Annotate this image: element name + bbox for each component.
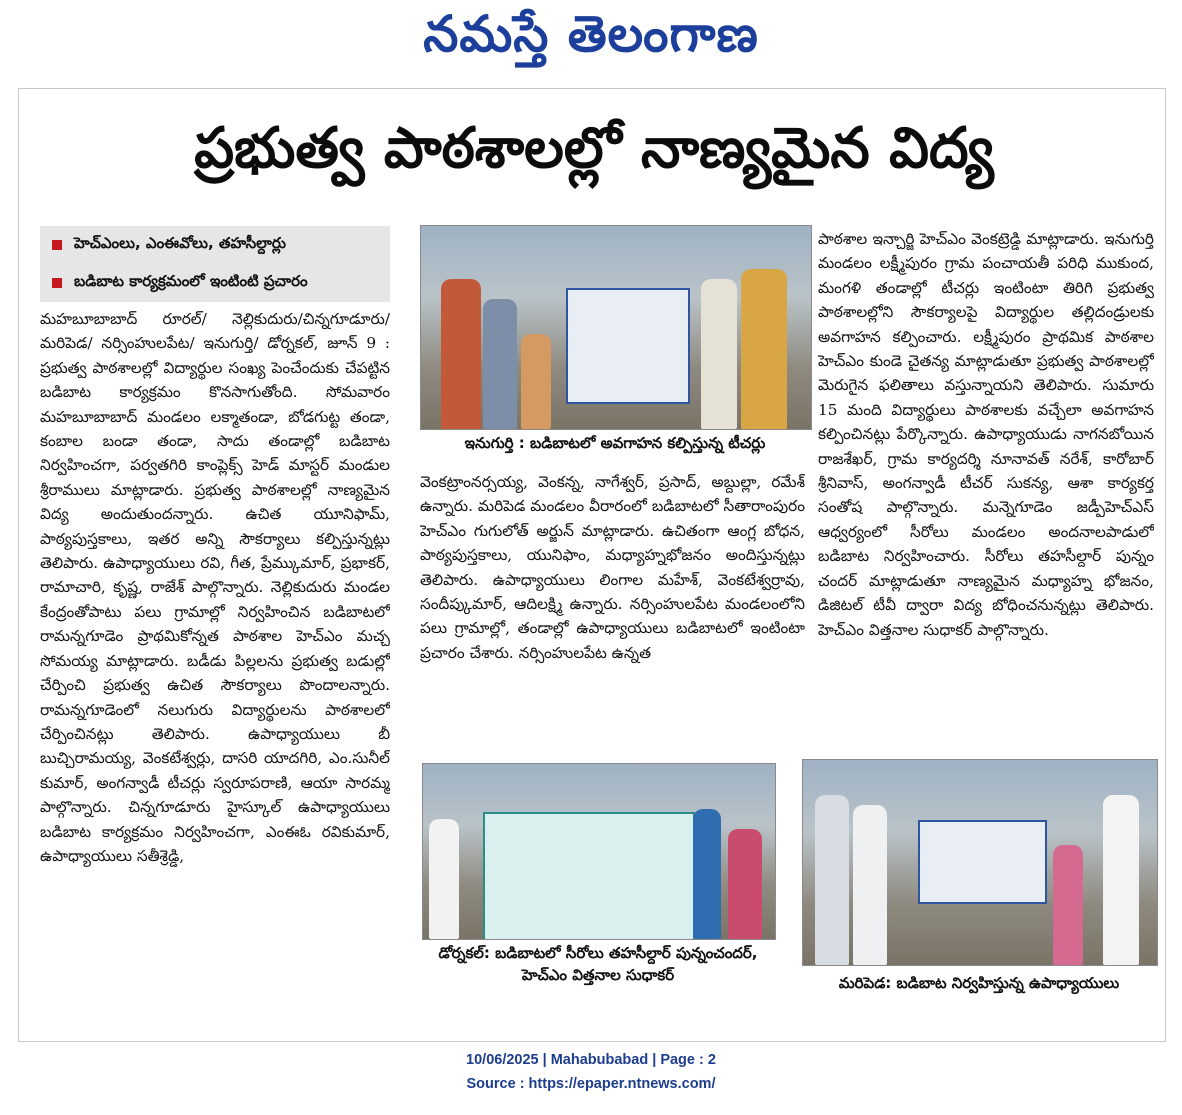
kicker-text: హెచ్ఎంలు, ఎంఈవోలు, తహసీల్దార్లు — [74, 234, 286, 252]
photo-inugurthi — [420, 225, 812, 430]
kicker-text: బడిబాట కార్యక్రమంలో ఇంటింటి ప్రచారం — [74, 272, 308, 290]
kicker-box — [40, 226, 390, 302]
kicker-item — [40, 226, 390, 264]
photo-caption: మరిపెడ: బడిబాట నిర్వహిస్తున్న ఉపాధ్యాయులు — [838, 974, 1120, 992]
article-text: మహబూబాబాద్ రూరల్/ నెల్లికుదురు/చిన్నగూడూరు/ మరిపెడ/ నర్సింహులపేట/ ఇనుగుర్తి/ డోర్నకల్, జూన్ 9 : ప్రభుత్వ పాఠశాలల్లో విద్యార్థుల సంఖ్య పెంచేందుకు చేపట్టిన బడిబాట కార్యక్రమం కొనసాగుతోంది. సోమవారం మహబూబాబాద్ మండలం లక్మాతండా, బోడగుట్ట తండా, కంబాల బండా తండా, సాదు తండాల్లో బడిబాట నిర్వహించగా, పర్వతగిరి కాంప్లెక్స్ హెడ్ మాస్టర్ మండుల శ్రీరాములు మాట్లాడారు. ప్రభుత్వ పాఠశాలల్లో నాణ్యమైన విద్య అందుతుందన్నారు. ఉచిత యూనిఫామ్, పాఠ్యపుస్తకాలు, ఇతర అన్ని సౌకర్యాలు కల్పిస్తున్నట్లు తెలిపారు. ఉపాధ్యాయులు రవి, గీత, ప్రేమ్కుమార్, ప్రభాకర్, రామాచారి, కృష్ణ, రాజేశ్ పాల్గొన్నారు. నెల్లికుదురు మండల కేంద్రంతోపాటు పలు గ్రామాల్లో నిర్వహించిన బడిబాటలో రామన్నగూడెం ప్రాథమికోన్నత పాఠశాల హెచ్ఎం మచ్చ సోమయ్య మాట్లాడారు. బడీడు పిల్లలను ప్రభుత్వ బడుల్లో చేర్పించి ప్రభుత్వ ఉచిత సౌకర్యాలు పొందాలన్నారు. రామన్నగూడెంలో నలుగురు విద్యార్థులను పాఠశాలలో చేర్పించినట్లు తెలిపారు. ఉపాధ్యాయులు బీ బుచ్చిరామయ్య, వెంకటేశ్వర్లు, దాసరి యాదగిరి, ఎం.సునీల్ కుమార్, అంగన్వాడీ టీచర్లు స్వరూపరాణి, ఆయా సారమ్మ పాల్గొన్నారు. చిన్నగూడూరు హైస్కూల్ ఉపాధ్యాయులు బడిబాట కార్యక్రమం నిర్వహించగా, ఎంఈఓ రవికుమార్, ఉపాధ్యాయులు సతీశ్రెడ్డి, — [40, 310, 390, 865]
footer-date-page: 10/06/2025 | Mahabubabad | Page : 2 — [466, 1052, 716, 1068]
flex-banner — [566, 288, 690, 404]
headline: ప్రభుత్వ పాఠశాలల్లో నాణ్యమైన విద్య — [194, 116, 994, 181]
article-column-1 — [40, 307, 390, 997]
article-column-3 — [818, 227, 1154, 752]
masthead-logo: నమస్తే తెలంగాణ — [423, 4, 759, 63]
square-bullet-icon — [52, 240, 62, 250]
square-bullet-icon — [52, 278, 62, 288]
photo-caption: డోర్నకల్: బడిబాటలో సీరోలు తహసీల్దార్ పున్నంచందర్, హెచ్ఎం విత్తనాల సుధాకర్ — [438, 944, 758, 984]
photo-caption: ఇనుగుర్తి : బడిబాటలో అవగాహన కల్పిస్తున్న టీచర్లు — [464, 434, 766, 452]
photo-dornakal — [422, 763, 776, 940]
photo-maripeda — [802, 759, 1158, 966]
footer-source: Source : https://epaper.ntnews.com/ — [466, 1076, 716, 1092]
flex-banner — [918, 820, 1047, 904]
flex-banner — [483, 812, 695, 940]
article-text: వెంకట్రాంనర్సయ్య, వెంకన్న, నాగేశ్వర్, ప్రసాద్, అబ్దుల్లా, రమేశ్ ఉన్నారు. మరిపెడ మండలం వీరారంలో బడిబాటలో సీతారాంపురం హెచ్ఎం గుగులోత్ అర్జున్ మాట్లాడారు. ఉచితంగా ఆంగ్ల బోధన, పాఠ్యపుస్తకాలు, యునిఫాం, మధ్యాహ్నభోజనం అందిస్తున్నట్లు తెలిపారు. ఉపాధ్యాయులు లింగాల మహేశ్, వెంకటేశ్వర్రావు, సందీప్కుమార్, ఆదిలక్ష్మి ఉన్నారు. నర్సింహులపేట మండలంలోని పలు గ్రామాల్లో, తండాల్లో ఉపాధ్యాయులు బడిబాటలో ఇంటింటా ప్రచారం చేశారు. నర్సింహులపేట ఉన్నత — [420, 473, 805, 662]
kicker-item — [40, 264, 390, 302]
article-text: పాఠశాల ఇన్చార్జి హెచ్ఎం వెంకట్రెడ్డి మాట్లాడారు. ఇనుగుర్తి మండలం లక్ష్మీపురం గ్రామ పంచాయతీ పరిధి ముకుంద, మంగళి తండాల్లో టీచర్లు ఇంటింటా తిరిగి ప్రభుత్వ పాఠశాలల్లోని సౌకర్యాలపై విద్యార్థుల తల్లిదండ్రులకు అవగాహన కల్పించారు. లక్ష్మీపురం ప్రాథమిక పాఠశాల హెచ్ఎం కుండె చైతన్య మాట్లాడుతూ ప్రభుత్వ పాఠశాలల్లో మెరుగైన ఫలితాలు వస్తున్నాయని తెలిపారు. సుమారు 15 మంది విద్యార్థులు పాఠశాలకు వచ్చేలా అవగాహన కల్పించినట్లు పేర్కొన్నారు. ఉపాధ్యాయుడు నాగనబోయిన రాజశేఖర్, గ్రామ కార్యదర్శి నూనావత్ నరేశ్, కారోబార్ శ్రీనివాస్, అంగన్వాడీ టీచర్ సుకన్య, ఆశా కార్యకర్త సంతోష పాల్గొన్నారు. మన్నెగూడెం జడ్పీహెచ్ఎస్ ఆధ్వర్యంలో సీరోలు మండలం అందనాలపాడులో బడిబాట నిర్వహించారు. సీరోలు తహసీల్దార్ పున్నం చందర్ మాట్లాడుతూ నాణ్యమైన మధ్యాహ్న భోజనం, డిజిటల్ టీవీ ద్వారా విద్య బోధించనున్నట్లు తెలిపారు. హెచ్ఎం విత్తనాల సుధాకర్ పాల్గొన్నారు. — [818, 230, 1154, 639]
article-column-2 — [420, 470, 805, 750]
